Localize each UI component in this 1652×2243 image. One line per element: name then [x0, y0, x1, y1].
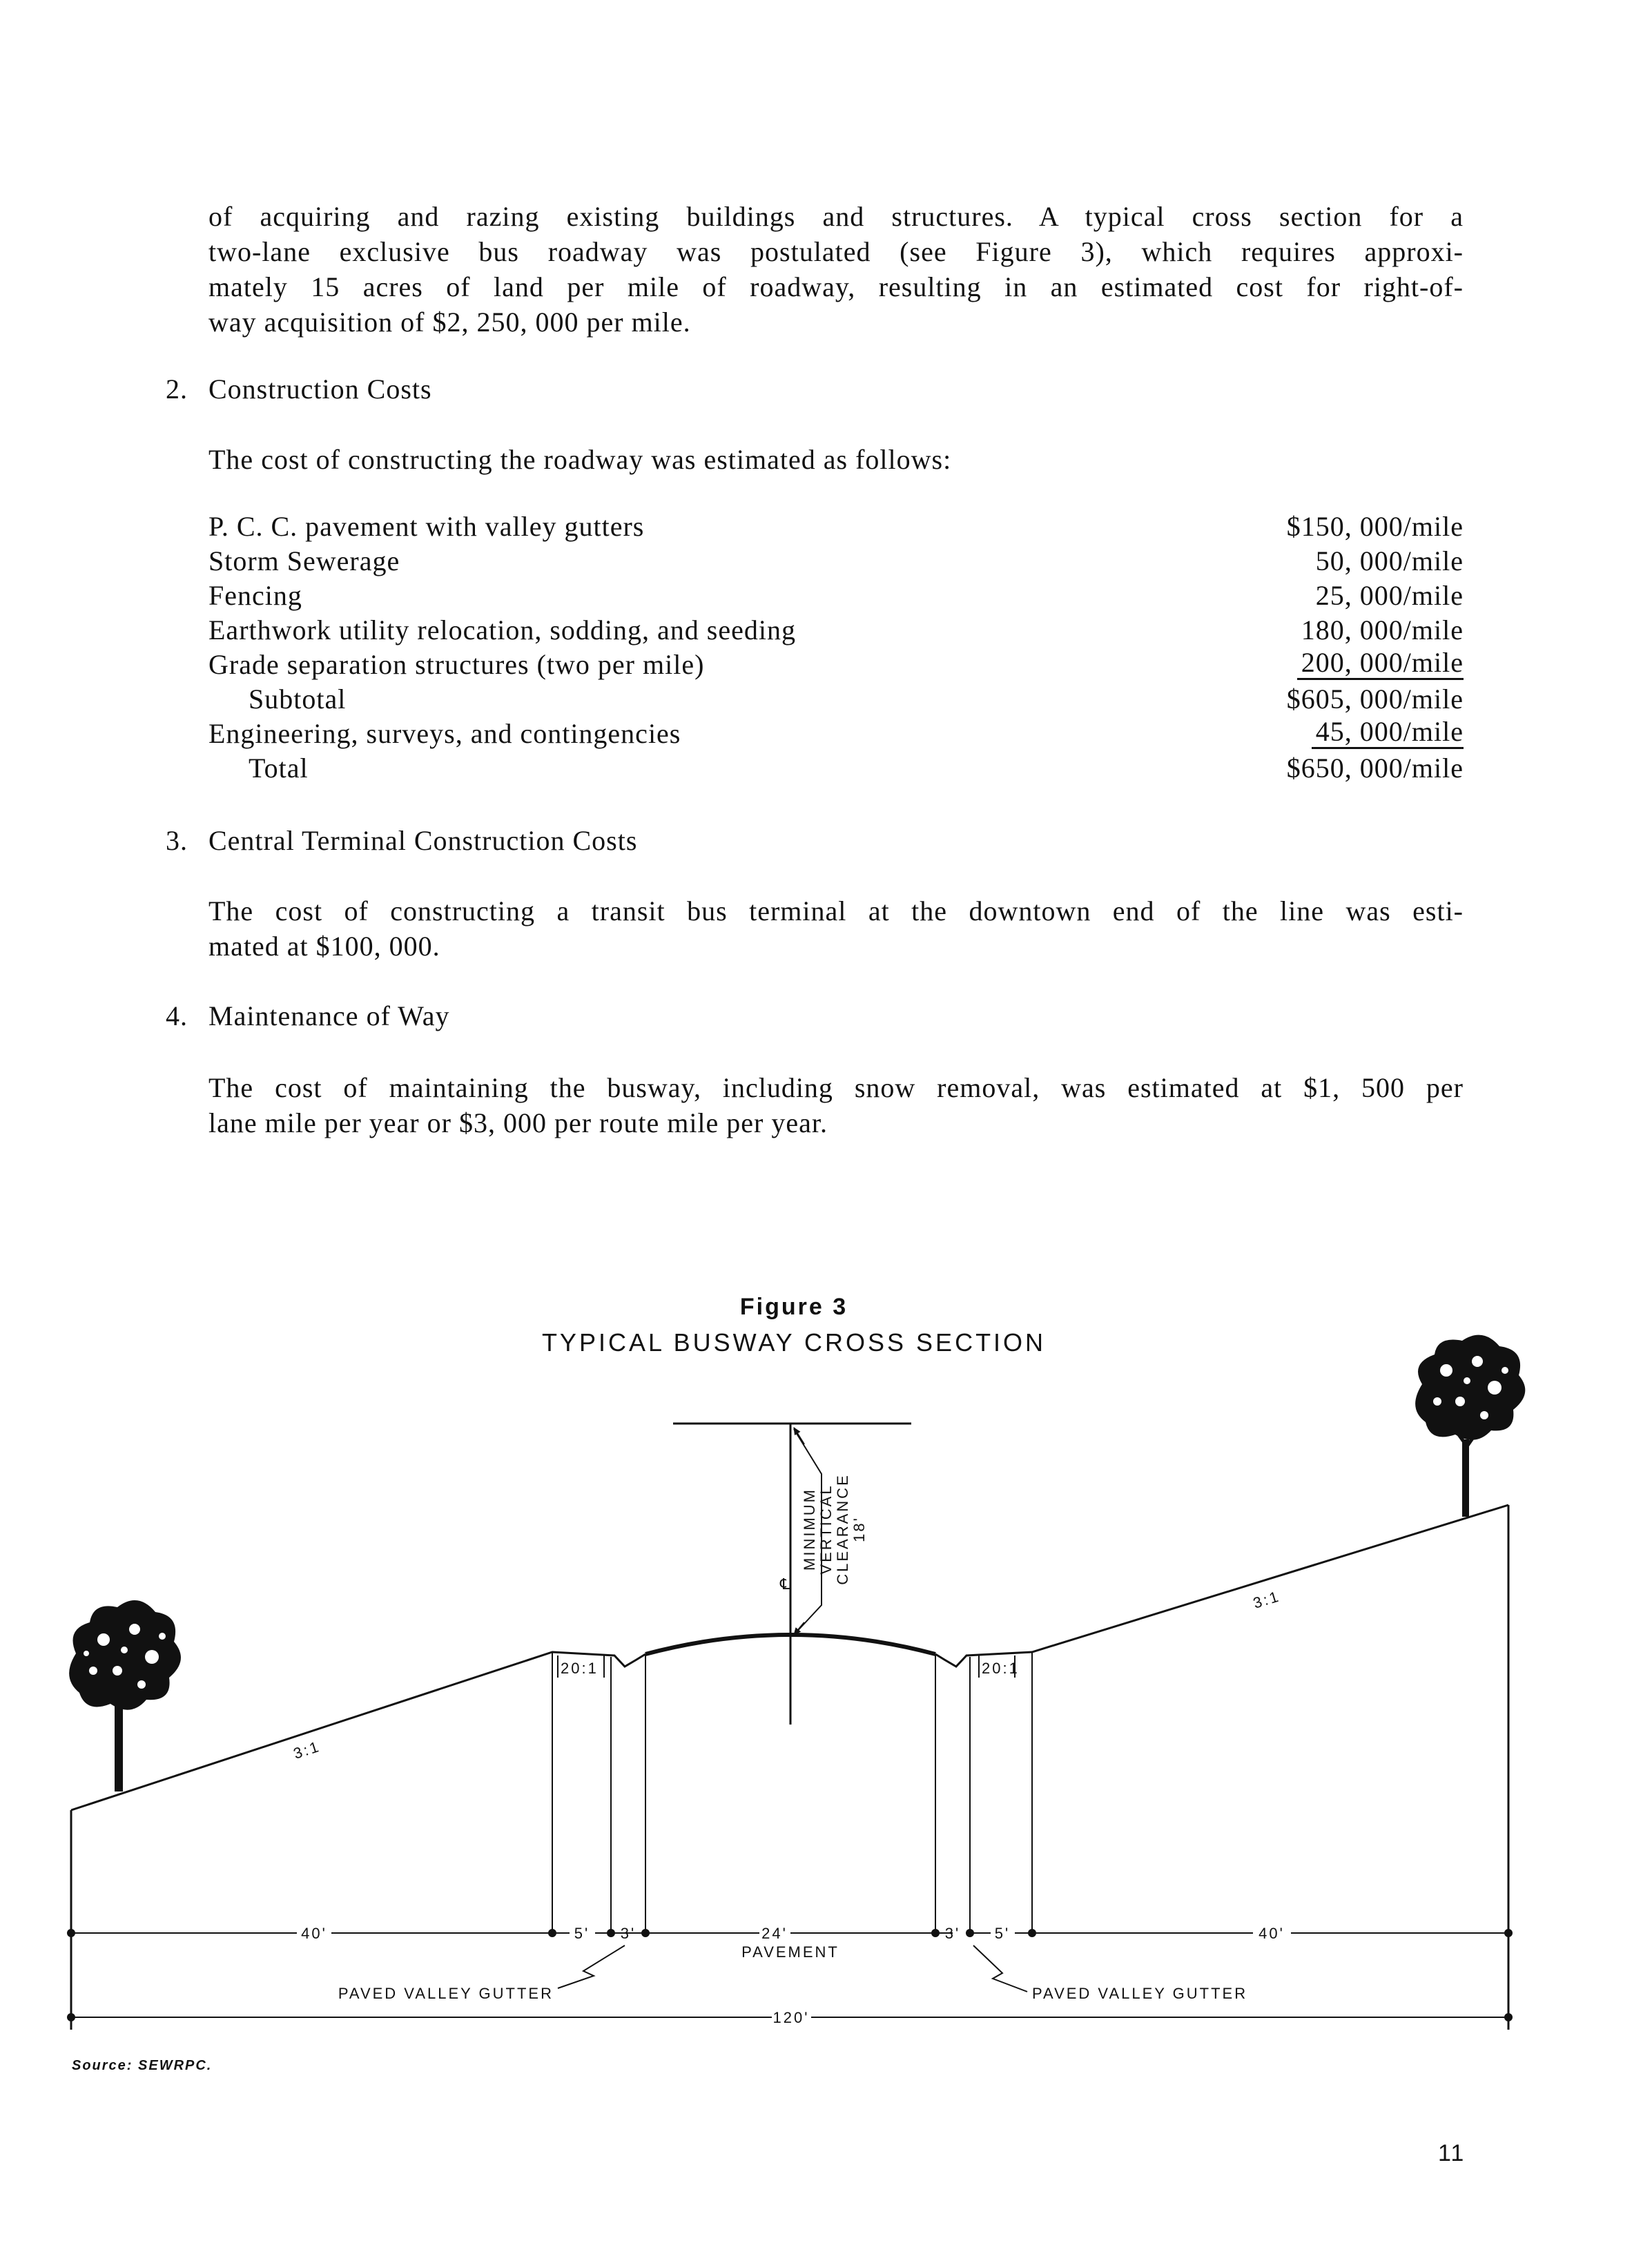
cost-label: Fencing	[208, 580, 302, 611]
clearance-label-1: MINIMUM	[801, 1488, 818, 1571]
gutter-label-right: PAVED VALLEY GUTTER	[1032, 1985, 1248, 2002]
cost-amount: 50, 000/mile	[1315, 545, 1464, 576]
cost-amount: 200, 000/mile	[1297, 648, 1464, 680]
tree-left-icon	[69, 1600, 181, 1792]
subtotal-label: Subtotal	[249, 683, 347, 715]
clearance-label-4: 18'	[851, 1516, 868, 1542]
section-4-line-2: lane mile per year or $3, 000 per route mile per year.	[208, 1107, 828, 1138]
page-number: 11	[1438, 2140, 1466, 2166]
section-4-line-1: The cost of maintaining the busway, including snow removal, was estimated at $1, 500 per	[208, 1072, 1464, 1103]
cost-label: Engineering, surveys, and contingencies	[208, 718, 681, 749]
pavement-label: PAVEMENT	[741, 1943, 839, 1961]
cost-label: Storm Sewerage	[208, 545, 400, 576]
dimension-24: 24'	[761, 1925, 788, 1942]
section-2-number: 2.	[166, 373, 188, 405]
cost-amount: 25, 000/mile	[1315, 580, 1464, 611]
section-4-title: Maintenance of Way	[208, 1000, 450, 1031]
dimension-40-right: 40'	[1259, 1925, 1285, 1942]
clearance-label-3: CLEARANCE	[834, 1473, 851, 1585]
intro-line-1: of acquiring and razing existing buildings and structures. A typical cross section for a	[208, 201, 1464, 232]
shoulder-label-left: 20:1	[561, 1660, 599, 1677]
dimension-total: 120'	[772, 2009, 810, 2026]
cost-amount: 180, 000/mile	[1301, 614, 1464, 645]
section-3-number: 3.	[166, 825, 188, 856]
total-dimension-dot	[1504, 2013, 1513, 2021]
intro-line-2: two-lane exclusive bus roadway was postulated (see Figure 3), which requires approxi-	[208, 236, 1464, 267]
shoulder-label-right: 20:1	[982, 1660, 1020, 1677]
intro-line-4: way acquisition of $2, 250, 000 per mile.	[208, 307, 691, 338]
cost-label: P. C. C. pavement with valley gutters	[208, 511, 645, 542]
dimension-40-left: 40'	[301, 1925, 327, 1942]
total-label: Total	[249, 752, 309, 784]
slope-label-left: 3:1	[291, 1737, 323, 1763]
ground-profile-right	[935, 1505, 1508, 1667]
section-3-line-2: mated at $100, 000.	[208, 931, 440, 962]
dimension-3-right: 3'	[944, 1925, 961, 1942]
cost-amount: $150, 000/mile	[1286, 511, 1464, 542]
section-2-intro-text: The cost of constructing the roadway was estimated as follows:	[208, 444, 952, 475]
dimension-3-left: 3'	[620, 1925, 636, 1942]
figure-title: Figure 3	[739, 1294, 848, 1320]
intro-line-3: mately 15 acres of land per mile of roadway, resulting in an estimated cost for right-of-	[208, 271, 1464, 302]
centerline-symbol: ℄	[780, 1575, 793, 1593]
gutter-label-left: PAVED VALLEY GUTTER	[338, 1985, 554, 2002]
section-3-line-1: The cost of constructing a transit bus terminal at the downtown end of the line was esti-	[208, 895, 1464, 926]
clearance-label-2: VERTICAL	[817, 1484, 835, 1575]
section-3-title: Central Terminal Construction Costs	[208, 825, 638, 856]
subtotal-amount: $605, 000/mile	[1286, 683, 1464, 715]
section-4-number: 4.	[166, 1000, 188, 1031]
slope-label-right: 3:1	[1251, 1587, 1283, 1612]
dimension-5-left: 5'	[574, 1925, 590, 1942]
tree-right-icon	[1415, 1335, 1525, 1517]
dimension-5-right: 5'	[994, 1925, 1011, 1942]
cost-amount: 45, 000/mile	[1312, 717, 1464, 749]
figure-subtitle: TYPICAL BUSWAY CROSS SECTION	[541, 1328, 1047, 1357]
gutter-leader-right	[973, 1945, 1027, 1992]
cost-label: Earthwork utility relocation, sodding, and seeding	[208, 614, 796, 645]
figure-source: Source: SEWRPC.	[72, 2058, 213, 2073]
clearance-arrow-top	[794, 1428, 804, 1444]
total-dimension-dot	[67, 2013, 75, 2021]
section-2-title: Construction Costs	[208, 373, 432, 405]
total-amount: $650, 000/mile	[1286, 752, 1464, 784]
gutter-leader-left	[558, 1945, 625, 1988]
cost-label: Grade separation structures (two per mile)	[208, 649, 705, 680]
